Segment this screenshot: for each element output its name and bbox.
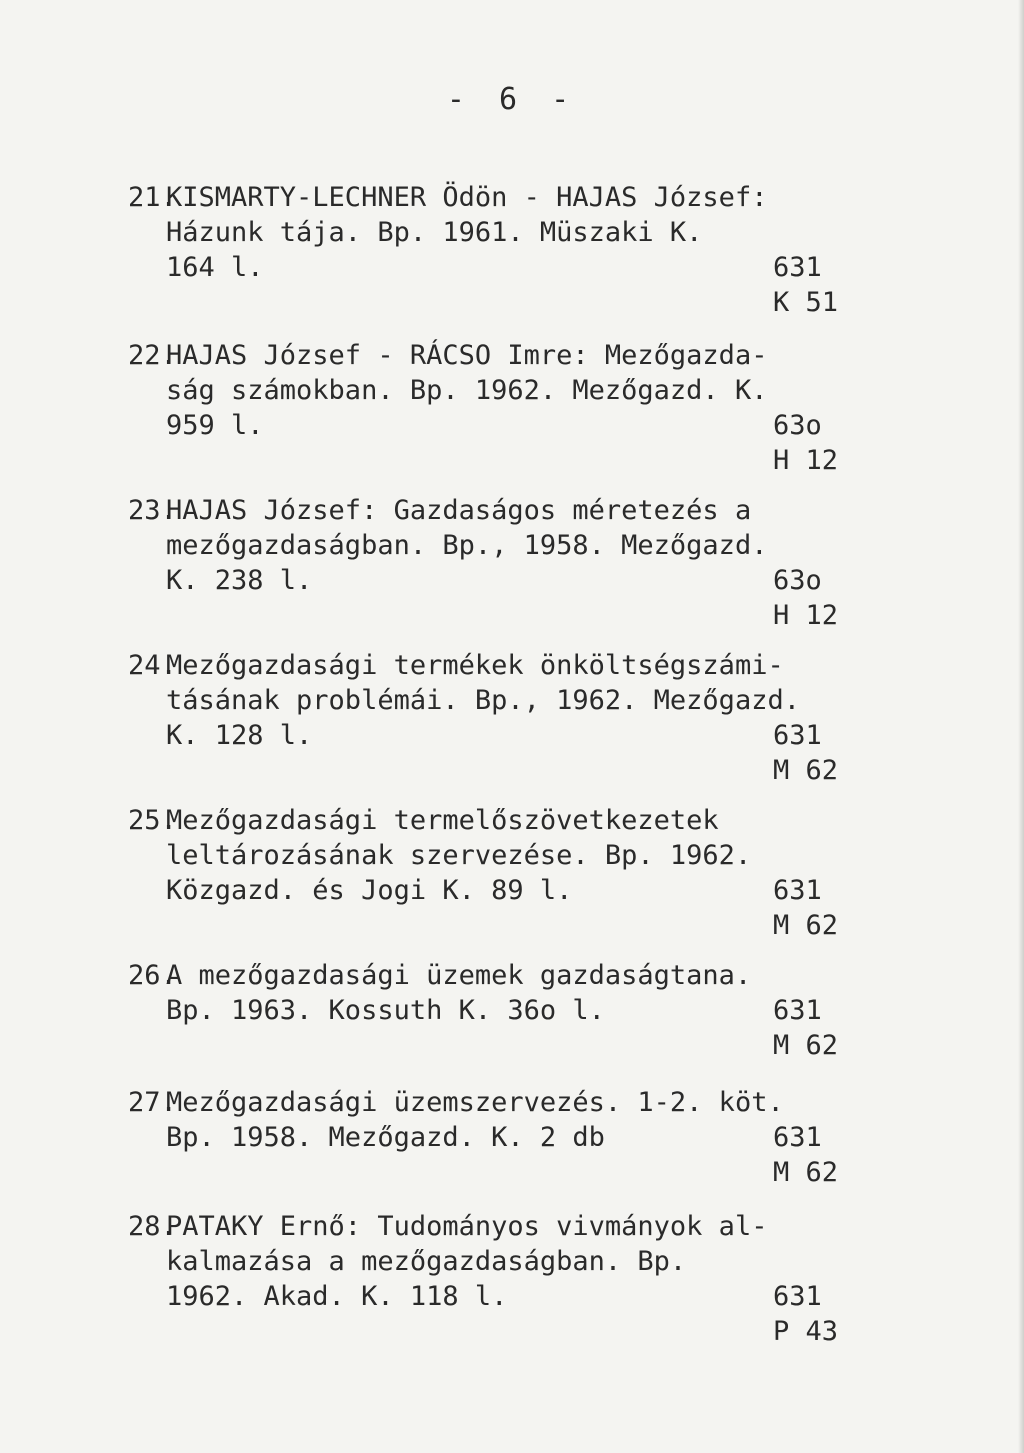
entry-text-line: 164 l. bbox=[166, 252, 264, 283]
entry-text-line: K. 128 l. bbox=[166, 720, 313, 751]
call-number-cutter: H 12 bbox=[773, 445, 839, 476]
entry-text-line: Mezőgazdasági termelőszövetkezetek bbox=[166, 805, 719, 836]
entry-number: 24. bbox=[128, 650, 177, 681]
page-edge-shadow bbox=[1018, 0, 1024, 1453]
page-number: - 6 - bbox=[446, 82, 578, 117]
entry-text-line: HAJAS József: Gazdaságos méretezés a bbox=[166, 495, 752, 526]
entry-text-line: KISMARTY-LECHNER Ödön - HAJAS József: bbox=[166, 182, 768, 213]
entry-number: 23. bbox=[128, 495, 177, 526]
call-number-class: 631 bbox=[773, 875, 822, 906]
call-number-cutter: H 12 bbox=[773, 600, 839, 631]
call-number-cutter: M 62 bbox=[773, 755, 839, 786]
entry-text-line: tásának problémái. Bp., 1962. Mezőgazd. bbox=[166, 685, 800, 716]
entry-number: 21. bbox=[128, 182, 177, 213]
call-number-class: 631 bbox=[773, 1281, 822, 1312]
entry-text-line: Bp. 1963. Kossuth K. 36o l. bbox=[166, 995, 605, 1026]
call-number-cutter: K 51 bbox=[773, 287, 839, 318]
call-number-cutter: M 62 bbox=[773, 1157, 839, 1188]
call-number-cutter: P 43 bbox=[773, 1316, 839, 1347]
entry-text-line: 1962. Akad. K. 118 l. bbox=[166, 1281, 508, 1312]
entry-number: 26. bbox=[128, 960, 177, 991]
call-number-class: 631 bbox=[773, 995, 822, 1026]
entry-number: 25. bbox=[128, 805, 177, 836]
entry-text-line: leltározásának szervezése. Bp. 1962. bbox=[166, 840, 752, 871]
entry-text-line: 959 l. bbox=[166, 410, 264, 441]
entry-text-line: K. 238 l. bbox=[166, 565, 313, 596]
entry-text-line: Közgazd. és Jogi K. 89 l. bbox=[166, 875, 573, 906]
entry-text-line: Mezőgazdasági üzemszervezés. 1-2. köt. bbox=[166, 1087, 784, 1118]
call-number-class: 631 bbox=[773, 1122, 822, 1153]
entry-text-line: Házunk tája. Bp. 1961. Müszaki K. bbox=[166, 217, 703, 248]
call-number-class: 631 bbox=[773, 252, 822, 283]
call-number-cutter: M 62 bbox=[773, 1030, 839, 1061]
entry-text-line: HAJAS József - RÁCSO Imre: Mezőgazda- bbox=[166, 340, 768, 371]
entry-number: 27. bbox=[128, 1087, 177, 1118]
call-number-cutter: M 62 bbox=[773, 910, 839, 941]
entry-text-line: PATAKY Ernő: Tudományos vivmányok al- bbox=[166, 1211, 768, 1242]
entry-number: 28. bbox=[128, 1211, 177, 1242]
entry-text-line: Mezőgazdasági termékek önköltségszámi- bbox=[166, 650, 784, 681]
call-number-class: 631 bbox=[773, 720, 822, 751]
entry-text-line: kalmazása a mezőgazdaságban. Bp. bbox=[166, 1246, 687, 1277]
entry-text-line: mezőgazdaságban. Bp., 1958. Mezőgazd. bbox=[166, 530, 768, 561]
entry-number: 22. bbox=[128, 340, 177, 371]
call-number-class: 63o bbox=[773, 410, 822, 441]
entry-text-line: A mezőgazdasági üzemek gazdaságtana. bbox=[166, 960, 752, 991]
call-number-class: 63o bbox=[773, 565, 822, 596]
entry-text-line: ság számokban. Bp. 1962. Mezőgazd. K. bbox=[166, 375, 768, 406]
entry-text-line: Bp. 1958. Mezőgazd. K. 2 db bbox=[166, 1122, 605, 1153]
